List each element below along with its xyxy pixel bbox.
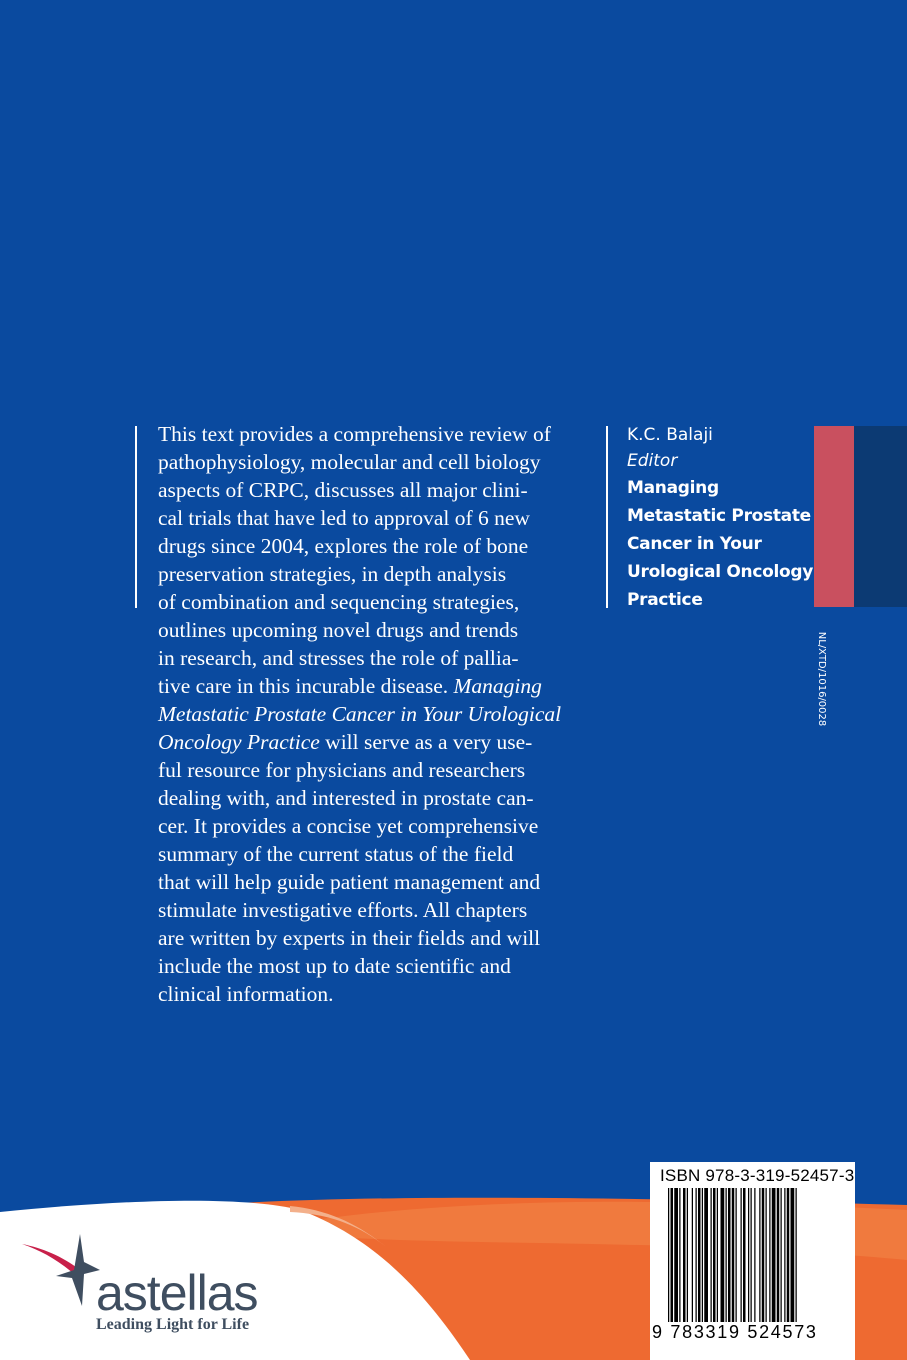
- blurb-line: [158, 532, 598, 560]
- blurb-line: [158, 420, 598, 448]
- barcode-number: 9 783319 524573: [652, 1322, 818, 1342]
- barcode-bar: [784, 1188, 785, 1322]
- barcode-bar: [713, 1188, 716, 1322]
- barcode-bar: [692, 1188, 693, 1322]
- barcode-bar: [717, 1188, 718, 1322]
- barcode-bar: [728, 1188, 731, 1322]
- blurb-line: [158, 756, 598, 784]
- blurb-run: in research, and stresses the role of pallia-: [158, 646, 519, 670]
- editor-role: Editor: [627, 451, 678, 471]
- barcode-bar: [687, 1188, 688, 1322]
- blurb-line: [158, 644, 598, 672]
- barcode-bar: [772, 1188, 776, 1322]
- blurb-line: [158, 812, 598, 840]
- barcode-bar: [754, 1188, 755, 1322]
- blurb-run: of combination and sequencing strategies,: [158, 590, 520, 614]
- blurb-italic-run: Managing: [453, 674, 542, 698]
- barcode-bar: [704, 1188, 708, 1322]
- blurb-run: pathophysiology, molecular and cell biology: [158, 450, 541, 474]
- barcode-bars: [668, 1188, 848, 1322]
- barcode-bar: [791, 1188, 795, 1322]
- blurb-text: [158, 420, 598, 1008]
- barcode-bar: [711, 1188, 712, 1322]
- astellas-tagline: Leading Light for Life: [96, 1316, 250, 1333]
- book-title-line: Practice: [627, 590, 703, 610]
- blurb-run: will serve as a very use-: [319, 730, 533, 754]
- editor-name: K.C. Balaji: [627, 425, 713, 445]
- blurb-line: [158, 784, 598, 812]
- spine-code: NL/XTD/1016/0028: [816, 631, 827, 727]
- astellas-logo-word: astellas: [96, 1265, 258, 1321]
- barcode-bar: [769, 1188, 770, 1322]
- blurb-rule: [135, 426, 137, 608]
- barcode-bar: [748, 1188, 749, 1322]
- blurb-run: cer. It provides a concise yet comprehensive: [158, 814, 539, 838]
- barcode-bar: [679, 1188, 680, 1322]
- blurb-run: dealing with, and interested in prostate can-: [158, 786, 534, 810]
- blurb-run: summary of the current status of the field: [158, 842, 514, 866]
- blurb-run: tive care in this incurable disease.: [158, 674, 454, 698]
- blurb-italic-run: Oncology Practice: [158, 730, 320, 754]
- blurb-run: aspects of CRPC, discusses all major clini-: [158, 478, 528, 502]
- barcode-bar: [671, 1188, 674, 1322]
- blurb-line: [158, 672, 598, 700]
- red-band: [814, 426, 854, 607]
- blurb-line: [158, 504, 598, 532]
- blurb-line: [158, 924, 598, 952]
- blurb-run: that will help guide patient management and: [158, 870, 541, 894]
- blurb-line: [158, 476, 598, 504]
- blurb-line: [158, 560, 598, 588]
- side-info: [627, 422, 817, 614]
- blurb-run: drugs since 2004, explores the role of bone: [158, 534, 529, 558]
- isbn-label: ISBN 978-3-319-52457-3: [660, 1166, 855, 1185]
- book-title-line: Managing: [627, 478, 719, 498]
- barcode-bar: [777, 1188, 780, 1322]
- barcode-bar: [668, 1188, 669, 1322]
- barcode-bar: [751, 1188, 752, 1322]
- book-title-line: Metastatic Prostate: [627, 506, 811, 526]
- side-rule: [606, 426, 608, 608]
- blurb-run: are written by experts in their fields and will: [158, 926, 541, 950]
- barcode-bar: [674, 1188, 678, 1322]
- blurb-run: outlines upcoming novel drugs and trends: [158, 618, 519, 642]
- blurb-line: [158, 448, 598, 476]
- blurb-run: This text provides a comprehensive review of: [158, 422, 551, 446]
- blurb-line: [158, 896, 598, 924]
- barcode-bar: [696, 1188, 697, 1322]
- barcode-bar: [741, 1188, 742, 1322]
- astellas-star-icon: [22, 1234, 102, 1314]
- navy-band: [854, 426, 907, 607]
- blurb-run: ful resource for physicians and researchers: [158, 758, 526, 782]
- blurb-run: clinical information.: [158, 982, 334, 1006]
- barcode-bar: [766, 1188, 767, 1322]
- barcode-bar: [726, 1188, 727, 1322]
- book-title-line: Cancer in Your: [627, 534, 762, 554]
- blurb-run: include the most up to date scientific and: [158, 954, 511, 978]
- blurb-italic-run: Metastatic Prostate Cancer in Your Urological: [158, 702, 562, 726]
- barcode-bar: [736, 1188, 737, 1322]
- blurb-line: [158, 980, 598, 1008]
- barcode-bar: [743, 1188, 746, 1322]
- barcode-bar: [787, 1188, 790, 1322]
- blurb-run: stimulate investigative efforts. All chapters: [158, 898, 528, 922]
- book-title-line: Urological Oncology: [627, 562, 814, 582]
- blurb-run: preservation strategies, in depth analysis: [158, 562, 507, 586]
- barcode-bar: [759, 1188, 760, 1322]
- barcode-bar: [732, 1188, 735, 1322]
- blurb-line: [158, 868, 598, 896]
- blurb-line: [158, 952, 598, 980]
- blurb-line: [158, 700, 598, 728]
- barcode-bar: [702, 1188, 703, 1322]
- blurb-run: cal trials that have led to approval of 6 new: [158, 506, 530, 530]
- barcode-bar: [762, 1188, 765, 1322]
- blurb-line: [158, 840, 598, 868]
- blurb-line: [158, 588, 598, 616]
- blurb-line: [158, 728, 598, 756]
- barcode-bar: [721, 1188, 725, 1322]
- barcode-bar: [796, 1188, 797, 1322]
- blurb-line: [158, 616, 598, 644]
- barcode-bar: [683, 1188, 686, 1322]
- barcode-bar: [781, 1188, 782, 1322]
- barcode-bar: [698, 1188, 701, 1322]
